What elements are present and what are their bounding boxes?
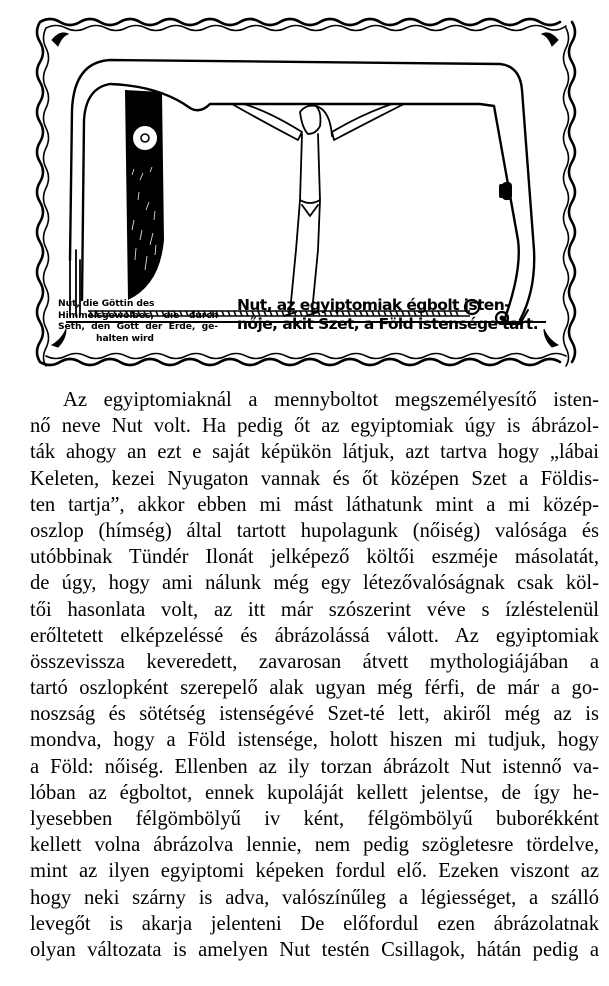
text-line: mondva, hogy a Föld istensége, holott hiszen mi tudjuk, hogy xyxy=(30,729,599,752)
text-line: tői hasonlata volt, az itt már szószerint véve s ízléstelenül xyxy=(30,598,599,621)
text-line: utóbbinak Tündér Ilonát jelképező költői eszméje másolatát, xyxy=(30,546,599,569)
corner-ornament xyxy=(542,33,558,46)
illustration-nut-goddess xyxy=(0,0,609,380)
text-line: ták ahogy an ezt e saját képükön látjuk, azt tartva hogy „lábai xyxy=(30,441,599,464)
text-line: ten tartja”, akkor ebben mi mást láthatunk mint a mi közép- xyxy=(30,493,599,516)
text-line: kellett volna ábrázolva lennie, nem pedig szögletesre tördelve, xyxy=(30,834,599,857)
text-line: lyesebben félgömbölyű iv ként, félgömbölyű buborékként xyxy=(30,808,599,830)
caption-german-line: halten wird xyxy=(96,332,154,344)
caption-german xyxy=(58,298,218,344)
sun-disc-icon xyxy=(133,126,157,150)
text-line: mint az ilyen egyiptomi képeken fordul elő. Ezeken viszont az xyxy=(30,860,599,883)
text-line: noszság és sötétség istenségévé Szet-té lett, akiről még az is xyxy=(30,703,599,726)
text-line: levegőt is akarja jelenteni De előfordul ezen ábrázolatnak xyxy=(30,912,599,935)
text-line: hogy neki szárny is adva, valószínűleg a légiességet, a szálló xyxy=(30,886,599,909)
text-line: olyan változata is amelyen Nut testén Csillagok, hátán pedig a xyxy=(30,938,599,961)
nut-wing xyxy=(125,90,164,300)
caption-german-line: Himmelsgewölbes, die durch xyxy=(58,309,218,321)
caption-german-line: Nut, die Göttin des xyxy=(58,298,155,309)
text-line: erőltetett elképzeléssé és ábrázolássá válott. Az egyiptomiak xyxy=(30,624,599,647)
seth-figure xyxy=(232,104,404,316)
text-line: Az egyiptomiaknál a mennyboltot megszemélyesítő isten- xyxy=(63,389,599,411)
text-line: összevissza keveredett, zavarosan átvett mythologiájában a xyxy=(30,650,599,673)
text-line: lóban az égboltot, ennek kupoláját kellett jelentse, de így he- xyxy=(30,781,599,804)
text-line: oszlop (hímség) által tartott hupolagunk (nőiség) valósága és xyxy=(30,519,599,542)
caption-hungarian xyxy=(237,296,553,334)
text-line: tartó oszlopként szerepelő alak ugyan még férfi, de már a go- xyxy=(30,677,599,700)
caption-german-line: Seth, den Gott der Erde, ge- xyxy=(58,321,218,332)
text-line: de úgy, hogy ami nálunk még egy létezővalóságnak csak köl- xyxy=(30,572,599,595)
text-line: Keleten, kezei Nyugaton vannak és őt középen Szet a Földis- xyxy=(30,467,599,490)
corner-ornament xyxy=(52,33,68,46)
body-paragraph xyxy=(30,387,599,963)
caption-hungarian-line: Nut, az egyiptomiak égbolt isten- xyxy=(237,296,510,314)
text-line: a Föld: nőiség. Ellenben az ily torzan ábrázolt Nut istennő va- xyxy=(30,755,599,778)
caption-hungarian-line: nője, akit Szet, a Föld istensége tart. xyxy=(237,315,538,333)
text-line: nő neve Nut volt. Ha pedig őt az egyiptomiak úgy is ábrázol- xyxy=(30,415,599,438)
